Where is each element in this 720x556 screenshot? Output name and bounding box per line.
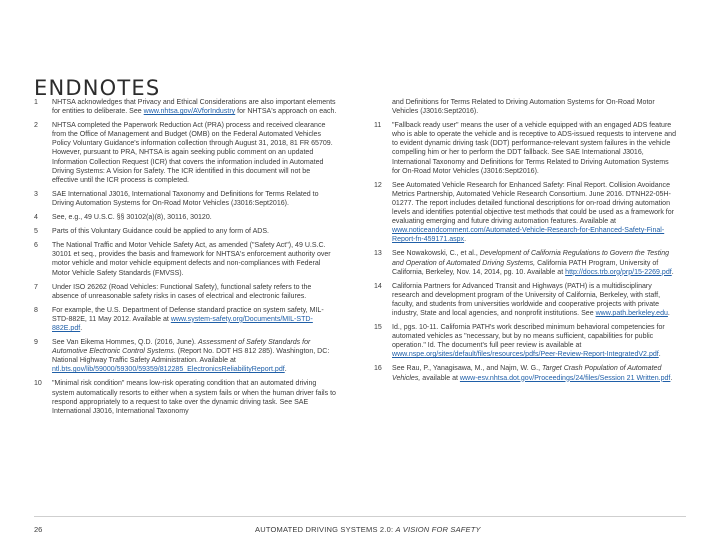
endnote-text-segment: Parts of this Voluntary Guidance could be applied to any form of ADS. <box>52 228 270 236</box>
endnote-number: 13 <box>374 250 382 258</box>
endnote-link[interactable]: www.nhtsa.gov/AVforIndustry <box>143 108 236 116</box>
endnote-text-segment: The National Traffic and Motor Vehicle Safety Act, as amended ("Safety Act"), 49 U.S.C. 30101 et seq., provides the basis and framework for NHTSA's enforcement authority over motor vehicle and motor vehicle equipment defects and non-compliances with Federal Motor Vehicle Safety Standards (FMVSS). <box>52 242 331 277</box>
endnote-number: 14 <box>374 282 382 290</box>
endnote-text <box>392 283 670 317</box>
endnote-text <box>52 191 319 207</box>
endnote-number: 5 <box>34 228 38 236</box>
endnote-item <box>34 98 338 116</box>
endnote-text-segment: and Definitions for Terms Related to Driving Automation Systems for On-Road Motor Vehicles (J3016:Sept2016). <box>392 99 655 116</box>
endnote-text <box>52 307 324 332</box>
endnote-item <box>34 190 338 208</box>
endnote-text-segment: . <box>80 324 83 332</box>
endnote-item <box>34 379 338 415</box>
endnote-text <box>52 339 329 373</box>
endnotes-column-left <box>34 98 338 421</box>
endnote-item <box>374 282 678 318</box>
endnote-link[interactable]: http://docs.trb.org/prp/15-2269.pdf <box>565 268 672 276</box>
endnote-text-segment: See, e.g., 49 U.S.C. §§ 30102(a)(8), 30116, 30120. <box>52 214 212 222</box>
endnote-number: 2 <box>34 122 38 130</box>
endnote-text <box>392 365 672 381</box>
endnote-text-segment: available at <box>420 374 460 382</box>
footer-title <box>255 525 481 534</box>
endnote-item <box>374 181 678 245</box>
endnote-number: 9 <box>34 339 38 347</box>
endnote-text-segment: "Fallback ready user" means the user of a vehicle equipped with an engaged ADS feature who is able to operate the vehicle and is receptive to ADS-issued requests to intervene and to evident dynamic driving task (DDT) performance-relevant system failures in the vehicle compelling him or her to perform the DDT fallback. See SAE International J3016, International Taxonomy and Definitions for Terms Related to Driving Automation Systems for On-Road Motor Vehicles (J3016:Sept2016). <box>392 122 677 175</box>
endnote-item <box>34 283 338 301</box>
footer-title-subtitle: A VISION FOR SAFETY <box>395 525 481 534</box>
endnote-text-segment: California PATH Program, University of California, Berkeley, Nov. 14, 2014, pg. 10. Available at <box>392 259 659 276</box>
endnote-text-segment: Id., pgs. 10-11. California PATH's work described minimum behavioral competencies for automated vehicles as "necessary, but by no means sufficient, capabilities for public operation." Id. The document's full peer review is available at <box>392 324 665 350</box>
endnote-text-segment: . <box>671 268 674 276</box>
endnote-number: 16 <box>374 365 382 373</box>
endnote-link[interactable]: www.path.berkeley.edu <box>595 309 668 317</box>
endnote-italic-text: Target Crash Population of Automated Vehicles, <box>392 365 662 382</box>
endnote-link[interactable]: ntl.bts.gov/lib/59000/59300/59359/812285_ElectronicsReliabilityReport.pdf <box>52 366 285 374</box>
endnote-item <box>374 121 678 176</box>
endnote-text <box>392 182 674 244</box>
endnote-text-segment: . <box>670 374 673 382</box>
endnote-item <box>374 249 678 276</box>
endnote-text-segment: NHTSA completed the Paperwork Reduction Act (PRA) process and received clearance from the Office of Management and Budget (OMB) on the Federal Automated Vehicles Policy Voluntary Guidance's information collection through August 31, 2018, 81 FR 65709. However, pursuant to PRA, NHTSA is again seeking public comment on an updated Information Collection Request (ICR) that covers the information included in Automated Driving Systems: A Vision for Safety. The ICR identified in this document will not be effective until the ICR process is completed. <box>52 122 333 184</box>
endnote-text <box>392 324 665 358</box>
endnote-item <box>34 213 338 222</box>
endnote-text-segment: See Van Eikema Hommes, Q.D. (2016, June). <box>52 339 198 347</box>
endnote-text-segment: "Minimal risk condition" means low-risk operating condition that an automated driving system automatically resorts to either when a system fails or when the human driver fails to respond appropriately to a request to take over the dynamic driving task. See SAE International J3016, International Taxonomy <box>52 380 336 415</box>
endnote-number: 11 <box>374 122 382 130</box>
endnote-text <box>392 99 655 115</box>
endnote-text-segment: (Report No. DOT HS 812 285). Washington, DC: National Highway Traffic Safety Administration. Available at <box>52 348 330 365</box>
endnote-italic-text: Development of California Regulations to Govern the Testing and Operation of Automated Driving Systems, <box>392 250 670 267</box>
endnote-number: 7 <box>34 283 38 291</box>
page-number: 26 <box>34 525 43 534</box>
endnote-text-segment: Under ISO 26262 (Road Vehicles: Functional Safety), functional safety refers to the absence of unreasonable safety risks in cases of electrical and electronic failures. <box>52 283 312 300</box>
endnote-text <box>392 122 676 174</box>
endnote-text <box>52 99 336 115</box>
endnote-text-segment: . <box>284 366 287 374</box>
endnote-text-segment: See Nowakowski, C., et al., <box>392 250 480 258</box>
endnote-number: 4 <box>34 214 38 222</box>
endnote-text <box>52 284 311 300</box>
endnote-item <box>34 227 338 236</box>
endnote-italic-text: Assessment of Safety Standards for Automotive Electronic Control Systems. <box>52 339 311 356</box>
endnote-number: 12 <box>374 181 382 189</box>
endnote-number: 6 <box>34 242 38 250</box>
endnote-text-segment: NHTSA acknowledges that Privacy and Ethical Considerations are also important elements for entities to deliberate. See <box>52 99 336 116</box>
endnote-number: 15 <box>374 324 382 332</box>
endnote-text <box>52 122 333 184</box>
endnotes-column-right <box>374 98 678 388</box>
page-title: ENDNOTES <box>34 76 161 101</box>
endnote-item <box>34 306 338 333</box>
endnote-number: 3 <box>34 190 38 198</box>
endnote-link[interactable]: www.noticeandcomment.com/Automated-Vehicle-Research-for-Enhanced-Safety-Final-Report-fn-459171.aspx <box>392 227 665 244</box>
endnote-item <box>374 98 678 116</box>
endnote-item <box>374 323 678 359</box>
endnote-link[interactable]: www.system-safety.org/Documents/MIL-STD-882E.pdf <box>52 315 313 332</box>
endnote-item <box>34 121 338 185</box>
footer-title-main: AUTOMATED DRIVING SYSTEMS 2.0: <box>255 525 394 534</box>
endnote-text-segment: . <box>464 236 467 244</box>
endnote-text <box>52 242 331 276</box>
endnote-text-segment: See Automated Vehicle Research for Enhanced Safety: Final Report. Collision Avoidance Metrics Partnership, Automated Vehicle Research Consortium. June 2016. DTNH22-05H-01277. The report includes detailed functional descriptions for on-road driving automation levels and identifies potential objective test methods that could be used as a framework for evaluating emerging and future driving automation features. Available at <box>392 181 675 226</box>
endnote-item <box>374 364 678 382</box>
endnote-text-segment: California Partners for Advanced Transit and Highways (PATH) is a multidisciplinary research and development program of the University of California, Berkeley, with staff, faculty, and students from universities worldwide and cooperative projects with private industry, State and local agencies, and nonprofit institutions. See <box>392 282 661 317</box>
endnote-number: 1 <box>34 99 38 106</box>
endnote-text-segment: For example, the U.S. Department of Defense standard practice on system safety, MIL-STD-882E, 11 May 2012. Available at <box>52 306 324 323</box>
endnote-text-segment: SAE International J3016, International Taxonomy and Definitions for Terms Related to Driving Automation Systems for On-Road Motor Vehicles (J3016:Sept2016). <box>52 190 319 207</box>
endnote-number: 8 <box>34 306 38 314</box>
endnote-number: 10 <box>34 380 42 388</box>
endnote-text <box>392 250 674 275</box>
endnote-text-segment: for NHTSA's approach on each. <box>235 108 337 116</box>
endnote-link[interactable]: www-esv.nhtsa.dot.gov/Proceedings/24/files/Session 21 Written.pdf <box>459 374 671 382</box>
endnote-text <box>52 214 212 221</box>
endnote-text-segment: See Rau, P., Yanagisawa, M., and Najm, W. G., <box>392 365 543 373</box>
endnote-text <box>52 380 336 414</box>
footer-divider <box>34 516 686 517</box>
endnote-text <box>52 228 269 235</box>
endnote-item <box>34 338 338 374</box>
endnote-text-segment: . <box>658 351 661 359</box>
endnote-item <box>34 241 338 277</box>
endnote-link[interactable]: www.nspe.org/sites/default/files/resources/pdfs/Peer-Review-Report-IntegratedV2.pdf <box>392 351 659 359</box>
endnote-text-segment: . <box>667 309 670 317</box>
